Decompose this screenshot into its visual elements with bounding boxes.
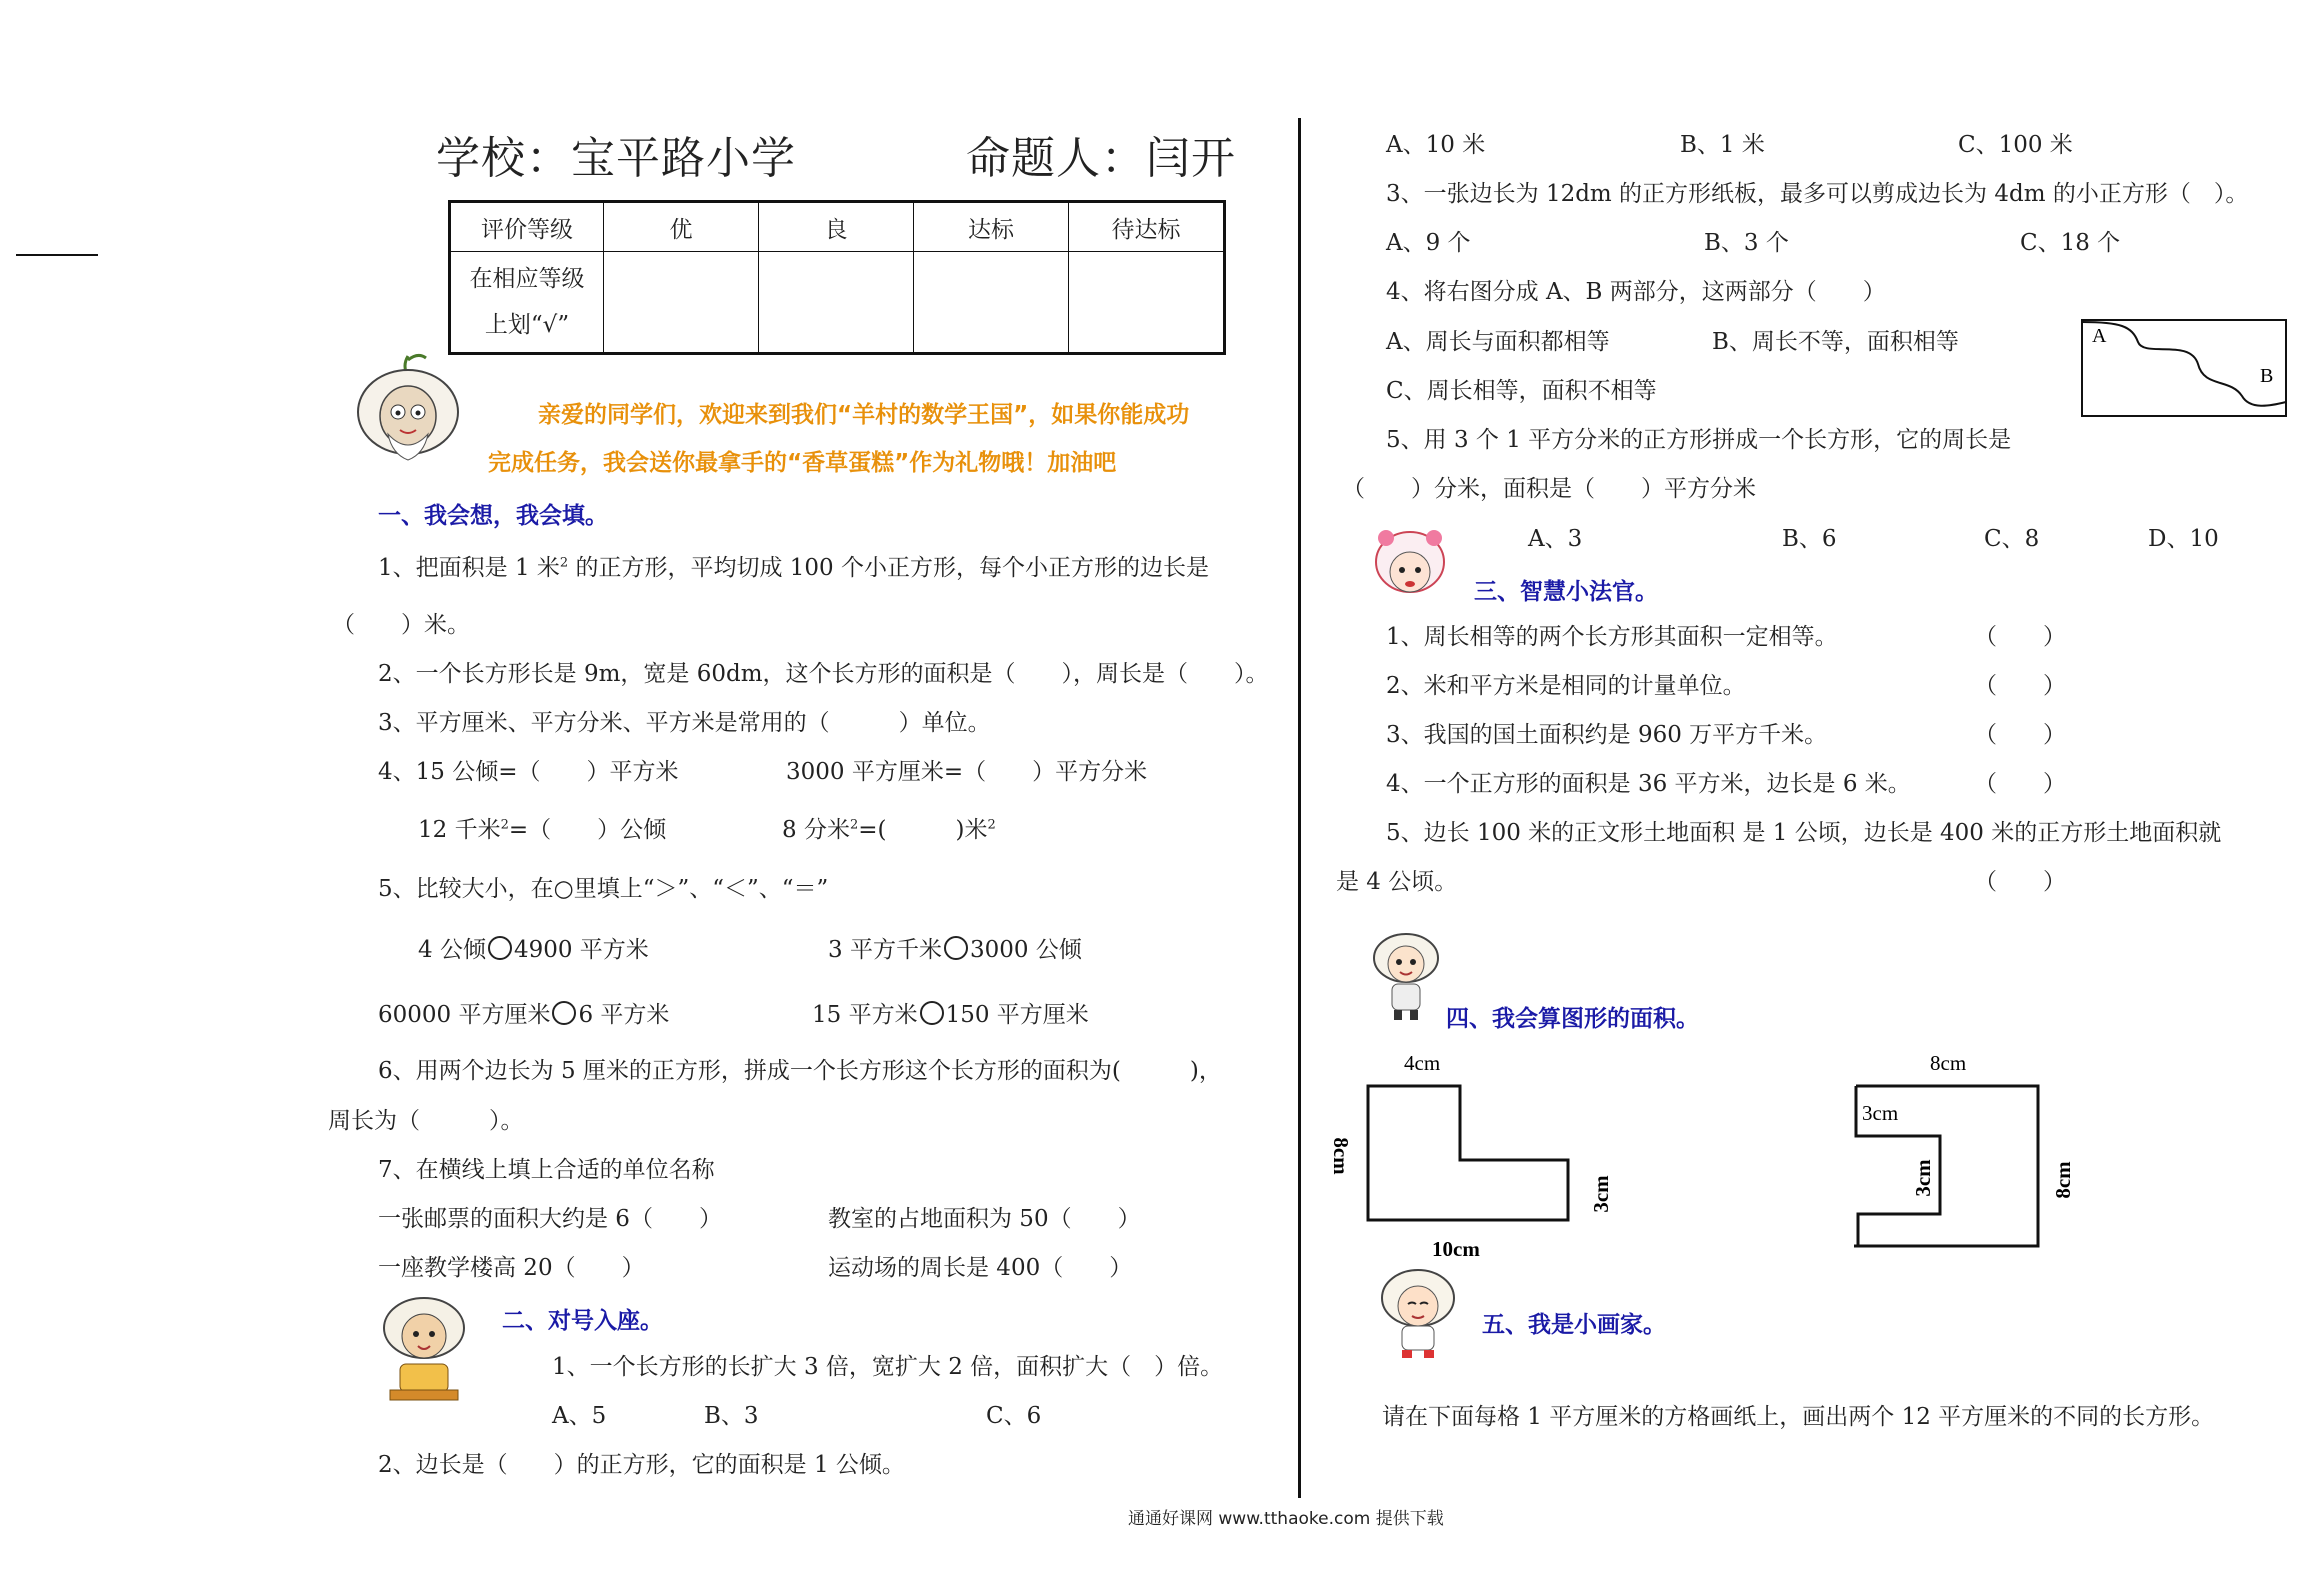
fig2-top-label: 8cm bbox=[1930, 1051, 1967, 1075]
pretty-goat-mascot-icon bbox=[1372, 524, 1448, 608]
s3-answer-1[interactable]: （ ） bbox=[1974, 624, 2066, 650]
s1-q4c-part-1: 12 千米 bbox=[418, 817, 501, 843]
s2-q3-opt-b[interactable]: B、3 个 bbox=[1704, 230, 1789, 256]
intro-line-1: 亲爱的同学们，欢迎来到我们“羊村的数学王国”，如果你能成功 bbox=[538, 402, 1190, 428]
school-name: 学校：宝平路小学 bbox=[436, 133, 796, 184]
s3-item-4: 4、一个正方形的面积是 36 平方米，边长是 6 米。 bbox=[1386, 771, 1911, 797]
s1-q7a: 一张邮票的面积大约是 6（ ） bbox=[378, 1206, 722, 1232]
s1-q1-part-b: 的正方形，平均切成 100 个小正方形，每个小正方形的边长是 bbox=[568, 555, 1210, 581]
grade-table bbox=[448, 200, 1226, 355]
fig2-right-label: 8cm bbox=[2051, 1161, 2075, 1199]
compare-circle[interactable] bbox=[944, 936, 968, 960]
s2-q2-opt-c[interactable]: C、100 米 bbox=[1958, 132, 2073, 158]
ab-label-a: A bbox=[2092, 325, 2107, 347]
compare-4 bbox=[812, 1000, 1089, 1030]
grade-header: 达标 bbox=[914, 202, 1069, 252]
compare-2-left: 3 平方千米 bbox=[828, 937, 942, 963]
grade-row-label-1: 在相应等级 bbox=[469, 266, 585, 292]
s3-item-1: 1、周长相等的两个长方形其面积一定相等。 bbox=[1386, 624, 1838, 650]
s1-q4d-superscript: 2 bbox=[849, 817, 859, 833]
s3-item-3: 3、我国的国土面积约是 960 万平方千米。 bbox=[1386, 722, 1828, 748]
intro-line-2: 完成任务，我会送你最拿手的“香草蛋糕”作为礼物哦！加油吧 bbox=[488, 450, 1117, 476]
s2-q5-opt-a[interactable]: A、3 bbox=[1528, 526, 1583, 552]
section-2-title: 二、对号入座。 bbox=[502, 1308, 663, 1334]
grade-cell[interactable] bbox=[914, 252, 1069, 354]
s3-answer-3[interactable]: （ ） bbox=[1974, 722, 2066, 748]
compare-3 bbox=[378, 1000, 669, 1030]
grade-header: 评价等级 bbox=[450, 202, 604, 252]
s1-q2: 2、一个长方形长是 9m，宽是 60dm，这个长方形的面积是（ ），周长是（ ）。 bbox=[378, 661, 1269, 687]
compare-circle[interactable] bbox=[488, 936, 512, 960]
compare-3-right: 6 平方米 bbox=[578, 1002, 670, 1028]
ab-dividing-curve bbox=[2082, 322, 2286, 406]
s3-answer-4[interactable]: （ ） bbox=[1974, 771, 2066, 797]
section-4-title: 四、我会算图形的面积。 bbox=[1446, 1006, 1699, 1032]
fig1-left-label: 8cm bbox=[1329, 1137, 1353, 1175]
lazy-goat-mascot-icon bbox=[1376, 1264, 1460, 1364]
s1-q7b: 教室的占地面积为 50（ ） bbox=[828, 1206, 1141, 1232]
compare-circle[interactable] bbox=[552, 1001, 576, 1025]
fig1-bottom-label: 10cm bbox=[1432, 1237, 1480, 1261]
ab-label-b: B bbox=[2260, 365, 2274, 387]
section-1-title: 一、我会想，我会填。 bbox=[378, 503, 608, 529]
grade-cell[interactable] bbox=[604, 252, 759, 354]
s1-q6a: 6、用两个边长为 5 厘米的正方形，拼成一个长方形这个长方形的面积为( )， bbox=[378, 1058, 1222, 1084]
s2-q4-opt-b[interactable]: B、周长不等，面积相等 bbox=[1712, 329, 1959, 355]
s1-q4c-part-2: =（ ）公倾 bbox=[508, 817, 667, 843]
fig2-inner-label: 3cm bbox=[1911, 1159, 1935, 1197]
grade-header: 良 bbox=[759, 202, 914, 252]
fig1-top-label: 4cm bbox=[1404, 1051, 1441, 1075]
margin-line bbox=[16, 254, 98, 256]
fig1-right-label: 3cm bbox=[1589, 1175, 1613, 1213]
section-5-title: 五、我是小画家。 bbox=[1482, 1312, 1666, 1338]
compare-4-right: 150 平方厘米 bbox=[945, 1002, 1089, 1028]
fig2-inner-top-label: 3cm bbox=[1862, 1101, 1899, 1125]
ab-division-figure bbox=[2080, 318, 2290, 420]
compare-1-right: 4900 平方米 bbox=[513, 937, 649, 963]
s3-answer-5[interactable]: （ ） bbox=[1974, 869, 2066, 895]
s1-q1-part-a: 1、把面积是 1 米 bbox=[378, 555, 560, 581]
s3-answer-2[interactable]: （ ） bbox=[1974, 673, 2066, 699]
goat-chef-mascot-icon bbox=[378, 1290, 470, 1406]
s1-q7d: 运动场的周长是 400（ ） bbox=[828, 1255, 1133, 1281]
s1-q4c-superscript: 2 bbox=[500, 817, 509, 833]
grade-header: 优 bbox=[604, 202, 759, 252]
l-shape-outline bbox=[1368, 1086, 1568, 1220]
elder-goat-mascot-icon bbox=[352, 350, 464, 466]
s2-q1-opt-b[interactable]: B、3 bbox=[704, 1403, 759, 1429]
s5-text: 请在下面每格 1 平方厘米的方格画纸上，画出两个 12 平方厘米的不同的长方形。 bbox=[1382, 1404, 2215, 1430]
s1-q4a: 4、15 公倾=（ ）平方米 bbox=[378, 759, 679, 785]
grade-row-label bbox=[450, 252, 604, 354]
s3-item-2: 2、米和平方米是相同的计量单位。 bbox=[1386, 673, 1746, 699]
s2-q3-opt-c[interactable]: C、18 个 bbox=[2020, 230, 2121, 256]
s2-q4-opt-a[interactable]: A、周长与面积都相等 bbox=[1386, 329, 1610, 355]
s2-q1: 1、一个长方形的长扩大 3 倍，宽扩大 2 倍，面积扩大（ ）倍。 bbox=[552, 1354, 1224, 1380]
s2-q5a: 5、用 3 个 1 平方分米的正方形拼成一个长方形，它的周长是 bbox=[1386, 427, 2012, 453]
compare-1 bbox=[418, 935, 649, 965]
grade-row-label-2: 上划“√” bbox=[484, 312, 570, 338]
s1-q4b: 3000 平方厘米=（ ）平方分米 bbox=[786, 759, 1148, 785]
s1-q4d-part-1: 8 分米 bbox=[782, 817, 850, 843]
s1-q1-superscript: 2 bbox=[559, 555, 569, 571]
l-shape-figure bbox=[1318, 1040, 1648, 1270]
s1-q5: 5、比较大小，在○里填上“＞”、“＜”、“＝” bbox=[378, 876, 829, 902]
s1-q3: 3、平方厘米、平方分米、平方米是常用的（ ）单位。 bbox=[378, 710, 991, 736]
s2-q4-opt-c[interactable]: C、周长相等，面积不相等 bbox=[1386, 378, 1657, 404]
compare-2 bbox=[828, 935, 1082, 965]
s2-q1-opt-c[interactable]: C、6 bbox=[986, 1403, 1042, 1429]
s1-q7c: 一座教学楼高 20（ ） bbox=[378, 1255, 645, 1281]
s2-q2: 2、边长是（ ）的正方形，它的面积是 1 公倾。 bbox=[378, 1452, 905, 1478]
s1-q1 bbox=[378, 553, 1209, 583]
s2-q5-opt-b[interactable]: B、6 bbox=[1782, 526, 1837, 552]
s2-q2-opt-b[interactable]: B、1 米 bbox=[1680, 132, 1765, 158]
s1-q1-blank: （ ）米。 bbox=[332, 612, 470, 638]
s2-q5-opt-d[interactable]: D、10 bbox=[2148, 526, 2219, 552]
u-shape-figure bbox=[1840, 1040, 2080, 1260]
s2-q3: 3、一张边长为 12dm 的正方形纸板，最多可以剪成边长为 4dm 的小正方形（ ）。 bbox=[1386, 181, 2249, 207]
s1-q6b: 周长为（ ）。 bbox=[328, 1108, 524, 1134]
s1-q4d bbox=[782, 815, 996, 845]
s1-q4c bbox=[418, 815, 666, 845]
compare-4-left: 15 平方米 bbox=[812, 1002, 918, 1028]
happy-goat-mascot-icon bbox=[1368, 928, 1444, 1024]
s2-q4: 4、将右图分成 A、B 两部分，这两部分（ ） bbox=[1386, 279, 1886, 305]
section-3-title: 三、智慧小法官。 bbox=[1474, 579, 1658, 605]
s3-item-5b: 是 4 公顷。 bbox=[1336, 869, 1458, 895]
compare-circle[interactable] bbox=[920, 1001, 944, 1025]
footer-credit: 通通好课网 www.tthaoke.com 提供下载 bbox=[1128, 1509, 1444, 1529]
s2-q5b: （ ）分米，面积是（ ）平方分米 bbox=[1342, 476, 1756, 502]
s2-q3-opt-a[interactable]: A、9 个 bbox=[1386, 230, 1471, 256]
compare-3-left: 60000 平方厘米 bbox=[378, 1002, 551, 1028]
s3-item-5a: 5、边长 100 米的正文形土地面积 是 1 公顷，边长是 400 米的正方形土地面积就 bbox=[1386, 820, 2222, 846]
s2-q1-opt-a[interactable]: A、5 bbox=[552, 1403, 607, 1429]
s1-q7: 7、在横线上填上合适的单位名称 bbox=[378, 1157, 715, 1183]
grade-cell[interactable] bbox=[1069, 252, 1225, 354]
s1-q4d-superscript-2: 2 bbox=[987, 817, 996, 833]
grade-header: 待达标 bbox=[1069, 202, 1225, 252]
author-name: 命题人：闫开 bbox=[966, 133, 1236, 184]
s2-q2-opt-a[interactable]: A、10 米 bbox=[1386, 132, 1486, 158]
s1-q4d-part-2: =( )米 bbox=[858, 817, 988, 843]
ab-figure-border bbox=[2082, 320, 2286, 416]
compare-1-left: 4 公倾 bbox=[418, 937, 486, 963]
page-divider bbox=[1298, 118, 1301, 1498]
compare-2-right: 3000 公倾 bbox=[969, 937, 1082, 963]
s2-q5-opt-c[interactable]: C、8 bbox=[1984, 526, 2040, 552]
grade-cell[interactable] bbox=[759, 252, 914, 354]
